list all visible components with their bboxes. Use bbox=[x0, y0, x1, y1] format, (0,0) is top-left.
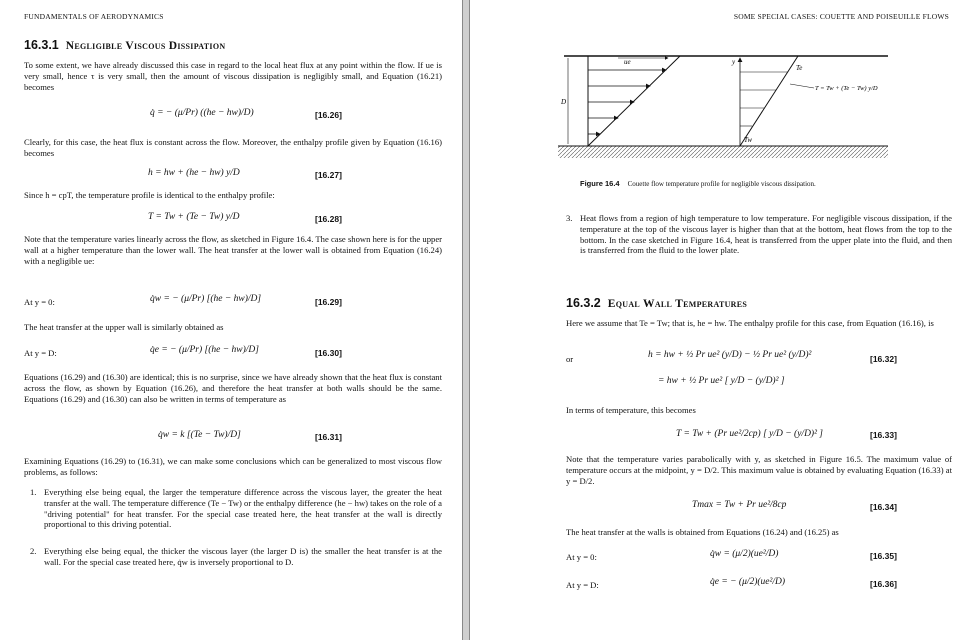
upper-temperature-label: Te bbox=[796, 64, 803, 72]
paragraph: The heat transfer at the upper wall is similarly obtained as bbox=[24, 322, 224, 332]
condition-label: At y = D: bbox=[24, 348, 57, 358]
equation-number: [16.30] bbox=[315, 348, 342, 358]
paragraph: Note that the temperature varies linearly across the flow, as sketched in Figure 16.4. The case shown here is for the upper wall at a higher temperature than the lower wall. The heat transfer at the lower wall is obtained from Equation (16.24) with a negligible ue: bbox=[24, 234, 442, 266]
lower-temperature-label: Tw bbox=[744, 136, 753, 144]
list-number: 3. bbox=[566, 213, 573, 223]
equation-number: [16.33] bbox=[870, 430, 897, 440]
condition-label: At y = D: bbox=[566, 580, 599, 590]
list-item bbox=[566, 213, 952, 256]
figure-caption bbox=[580, 179, 816, 188]
equation-number: [16.29] bbox=[315, 297, 342, 307]
section-title: Equal Wall Temperatures bbox=[607, 298, 748, 310]
condition-label: At y = 0: bbox=[566, 552, 597, 562]
gap-label: D bbox=[561, 98, 567, 106]
temperature-profile bbox=[740, 56, 814, 146]
equation-number: [16.31] bbox=[315, 432, 342, 442]
paragraph: The heat transfer at the walls is obtained from Equations (16.24) and (16.25) as bbox=[566, 527, 839, 537]
lower-plate bbox=[558, 146, 888, 158]
profile-equation: T = Tw + (Te − Tw) y/D bbox=[815, 85, 878, 92]
paragraph: Equations (16.29) and (16.30) are identical; this is no surprise, since we have already shown that the heat flux is constant across the flow, as shown by Equation (16.26), and therefore the heat transfer at both walls should be the same. Equations (16.29) and (16.30) can also be written in terms of temperature as bbox=[24, 372, 442, 404]
section-number: 16.3.2 bbox=[566, 296, 601, 310]
equation: q̇w = k [(Te − Tw)/D] bbox=[158, 430, 241, 440]
equation: q̇ = − (μ/Pr) ((he − hw)/D) bbox=[150, 108, 254, 118]
axis-label: y bbox=[732, 58, 736, 66]
equation: q̇w = (μ/2)(ue²/D) bbox=[710, 549, 779, 559]
equation: = hw + ½ Pr ue² [ y/D − (y/D)² ] bbox=[658, 376, 785, 386]
section-title: Negligible Viscous Dissipation bbox=[65, 40, 226, 52]
right-page bbox=[470, 0, 963, 640]
running-head: SOME SPECIAL CASES: COUETTE AND POISEUILLE FLOWS bbox=[733, 12, 949, 21]
left-page bbox=[0, 0, 462, 640]
paragraph: In terms of temperature, this becomes bbox=[566, 405, 696, 415]
equation: q̇e = − (μ/Pr) [(he − hw)/D] bbox=[150, 345, 259, 355]
list-number: 2. bbox=[30, 546, 37, 556]
equation-number: [16.26] bbox=[315, 110, 342, 120]
paragraph: Clearly, for this case, the heat flux is constant across the flow. Moreover, the enthalpy profile given by Equation (16.16) becomes bbox=[24, 137, 442, 158]
running-head: FUNDAMENTALS OF AERODYNAMICS bbox=[24, 12, 164, 21]
equation-number: [16.36] bbox=[870, 579, 897, 589]
equation: q̇w = − (μ/Pr) [(he − hw)/D] bbox=[150, 294, 262, 304]
paragraph: Examining Equations (16.29) to (16.31), we can make some conclusions which can be generalized to most viscous flow problems, as follows: bbox=[24, 456, 442, 477]
condition-label: At y = 0: bbox=[24, 297, 55, 307]
equation-number: [16.27] bbox=[315, 170, 342, 180]
paragraph: To some extent, we have already discussed this case in regard to the local heat flux at any point within the flow. If ue is very small, hence τ is very small, then the amount of viscous dissipation is negligibly small, and Equation (16.21) becomes bbox=[24, 60, 442, 92]
equation: T = Tw + (Te − Tw) y/D bbox=[148, 212, 240, 222]
paragraph: Here we assume that Te = Tw; that is, he = hw. The enthalpy profile for this case, from Equation (16.16), is bbox=[566, 318, 934, 328]
list-text: Heat flows from a region of high temperature to low temperature. For negligible viscous dissipation, if the temperature at the top of the viscous layer is higher than that at the bottom, heat flows from the top to the bottom. In the case sketched in Figure 16.4, heat is transferred from the upper plate into the fluid, and then is transferred from the fluid to the lower plate. bbox=[580, 213, 952, 256]
list-item bbox=[30, 487, 442, 530]
equation-number: [16.32] bbox=[870, 354, 897, 364]
section-number: 16.3.1 bbox=[24, 38, 59, 52]
section-heading bbox=[566, 296, 747, 310]
equation: Tmax = Tw + Pr ue²/8cp bbox=[692, 500, 787, 510]
equation: q̇e = − (μ/2)(ue²/D) bbox=[710, 577, 786, 587]
figure-caption-text: Couette flow temperature profile for negligible viscous dissipation. bbox=[627, 180, 816, 188]
velocity-label: ue bbox=[624, 58, 631, 66]
equation: T = Tw + (Pr ue²/2cp) [ y/D − (y/D)² ] bbox=[676, 429, 824, 439]
paragraph: Note that the temperature varies parabolically with y, as sketched in Figure 16.5. The maximum value of temperature occurs at the midpoint, y = D/2. This maximum value is obtained by evaluating Equation (16.33) at y = D/2. bbox=[566, 454, 952, 486]
equation-number: [16.35] bbox=[870, 551, 897, 561]
book-gutter bbox=[462, 0, 470, 640]
equation: h = hw + (he − hw) y/D bbox=[148, 168, 240, 178]
equation-number: [16.34] bbox=[870, 502, 897, 512]
list-text: Everything else being equal, the thicker the viscous layer (the larger D is) the smaller the heat transfer is at the wall. For the special case treated here, q̇w is inversely proportional to D. bbox=[44, 546, 442, 567]
velocity-profile bbox=[588, 56, 680, 146]
equation-number: [16.28] bbox=[315, 214, 342, 224]
list-item bbox=[30, 546, 442, 568]
list-text: Everything else being equal, the larger the temperature difference across the viscous layer, the greater the heat transfer at the wall. The temperature difference (Te − Tw) or the enthalpy difference (he − hw) takes on the role of a "driving potential" for heat transfer. For the special case treated here, the heat transfer at the wall is directly proportional to this driving potential. bbox=[44, 487, 442, 530]
figure-number: Figure 16.4 bbox=[580, 179, 620, 188]
list-number: 1. bbox=[30, 487, 37, 497]
paragraph: Since h = cpT, the temperature profile is identical to the enthalpy profile: bbox=[24, 190, 275, 200]
section-heading bbox=[24, 38, 225, 52]
couette-figure bbox=[558, 48, 948, 168]
connector-word: or bbox=[566, 354, 574, 364]
equation: h = hw + ½ Pr ue² (y/D) − ½ Pr ue² (y/D)² bbox=[648, 350, 812, 360]
